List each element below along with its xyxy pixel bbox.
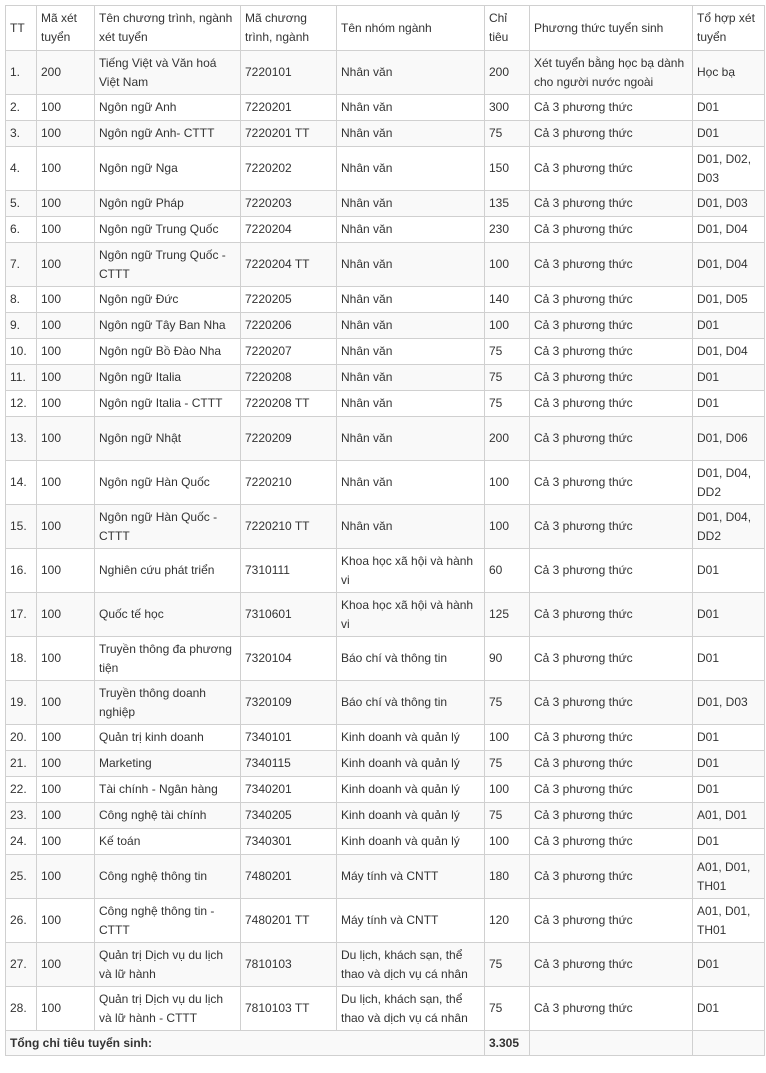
table-body — [6, 51, 765, 1031]
table-row — [6, 987, 765, 1031]
header-phuong-thuc: Phương thức tuyển sinh — [530, 6, 693, 51]
cell-ten-nhom-nganh: Kinh doanh và quản lý — [337, 829, 485, 855]
cell-ten-chuong-trinh: Tài chính - Ngân hàng — [95, 777, 241, 803]
cell-ma-xet-tuyen: 100 — [37, 191, 95, 217]
table-row — [6, 95, 765, 121]
header-row — [6, 6, 765, 51]
cell-ten-chuong-trinh: Nghiên cứu phát triển — [95, 549, 241, 593]
cell-ma-xet-tuyen: 100 — [37, 751, 95, 777]
cell-chi-tieu: 125 — [485, 593, 530, 637]
cell-phuong-thuc: Cả 3 phương thức — [530, 365, 693, 391]
cell-ma-chuong-trinh: 7320109 — [241, 681, 337, 725]
cell-chi-tieu: 300 — [485, 95, 530, 121]
cell-ma-chuong-trinh: 7310601 — [241, 593, 337, 637]
cell-ten-chuong-trinh: Quốc tế học — [95, 593, 241, 637]
cell-ten-chuong-trinh: Quản trị Dịch vụ du lịch và lữ hành — [95, 943, 241, 987]
table-row — [6, 681, 765, 725]
cell-chi-tieu: 120 — [485, 899, 530, 943]
cell-tt: 4. — [6, 147, 37, 191]
cell-ten-nhom-nganh: Kinh doanh và quản lý — [337, 725, 485, 751]
cell-ma-xet-tuyen: 100 — [37, 899, 95, 943]
cell-to-hop: D01 — [693, 95, 765, 121]
cell-ma-chuong-trinh: 7220206 — [241, 313, 337, 339]
cell-chi-tieu: 180 — [485, 855, 530, 899]
table-row — [6, 339, 765, 365]
cell-ten-chuong-trinh: Quản trị Dịch vụ du lịch và lữ hành - CTTT — [95, 987, 241, 1031]
cell-tt: 22. — [6, 777, 37, 803]
cell-phuong-thuc: Xét tuyển bằng học bạ dành cho người nước ngoài — [530, 51, 693, 95]
cell-ma-chuong-trinh: 7220203 — [241, 191, 337, 217]
table-row — [6, 943, 765, 987]
cell-ten-nhom-nganh: Nhân văn — [337, 217, 485, 243]
cell-ma-xet-tuyen: 100 — [37, 803, 95, 829]
cell-ma-xet-tuyen: 100 — [37, 391, 95, 417]
cell-ma-xet-tuyen: 100 — [37, 681, 95, 725]
cell-tt: 1. — [6, 51, 37, 95]
table-row — [6, 725, 765, 751]
cell-ma-xet-tuyen: 100 — [37, 313, 95, 339]
cell-tt: 23. — [6, 803, 37, 829]
cell-ma-chuong-trinh: 7220204 TT — [241, 243, 337, 287]
cell-ma-chuong-trinh: 7340115 — [241, 751, 337, 777]
cell-tt: 13. — [6, 417, 37, 461]
cell-to-hop: A01, D01, TH01 — [693, 899, 765, 943]
cell-phuong-thuc: Cả 3 phương thức — [530, 777, 693, 803]
cell-ma-chuong-trinh: 7340205 — [241, 803, 337, 829]
cell-ma-chuong-trinh: 7340301 — [241, 829, 337, 855]
cell-tt: 10. — [6, 339, 37, 365]
cell-phuong-thuc: Cả 3 phương thức — [530, 505, 693, 549]
cell-ten-chuong-trinh: Marketing — [95, 751, 241, 777]
cell-ten-nhom-nganh: Báo chí và thông tin — [337, 681, 485, 725]
cell-chi-tieu: 75 — [485, 681, 530, 725]
cell-to-hop: D01 — [693, 751, 765, 777]
cell-ma-chuong-trinh: 7220209 — [241, 417, 337, 461]
cell-ma-chuong-trinh: 7340201 — [241, 777, 337, 803]
cell-ma-xet-tuyen: 100 — [37, 593, 95, 637]
cell-to-hop: D01, D04 — [693, 243, 765, 287]
cell-ten-chuong-trinh: Ngôn ngữ Tây Ban Nha — [95, 313, 241, 339]
cell-ten-nhom-nganh: Máy tính và CNTT — [337, 855, 485, 899]
cell-ma-xet-tuyen: 200 — [37, 51, 95, 95]
cell-tt: 24. — [6, 829, 37, 855]
table-row — [6, 777, 765, 803]
cell-ma-xet-tuyen: 100 — [37, 829, 95, 855]
table-row — [6, 313, 765, 339]
cell-tt: 11. — [6, 365, 37, 391]
cell-tt: 20. — [6, 725, 37, 751]
header-ma-chuong-trinh: Mã chương trình, ngành — [241, 6, 337, 51]
cell-ma-xet-tuyen: 100 — [37, 987, 95, 1031]
cell-to-hop: D01 — [693, 777, 765, 803]
cell-ma-chuong-trinh: 7220202 — [241, 147, 337, 191]
cell-tt: 12. — [6, 391, 37, 417]
table-footer — [6, 1031, 765, 1056]
cell-chi-tieu: 60 — [485, 549, 530, 593]
cell-ma-xet-tuyen: 100 — [37, 147, 95, 191]
table-row — [6, 147, 765, 191]
admissions-table — [5, 5, 765, 1056]
cell-chi-tieu: 100 — [485, 777, 530, 803]
cell-phuong-thuc: Cả 3 phương thức — [530, 803, 693, 829]
cell-to-hop: D01 — [693, 121, 765, 147]
header-tt: TT — [6, 6, 37, 51]
cell-tt: 16. — [6, 549, 37, 593]
cell-ma-chuong-trinh: 7220207 — [241, 339, 337, 365]
cell-chi-tieu: 75 — [485, 943, 530, 987]
cell-ma-chuong-trinh: 7340101 — [241, 725, 337, 751]
cell-phuong-thuc: Cả 3 phương thức — [530, 681, 693, 725]
cell-phuong-thuc: Cả 3 phương thức — [530, 855, 693, 899]
cell-to-hop: D01, D04, DD2 — [693, 461, 765, 505]
cell-tt: 7. — [6, 243, 37, 287]
cell-ma-xet-tuyen: 100 — [37, 365, 95, 391]
table-row — [6, 287, 765, 313]
cell-ma-chuong-trinh: 7220201 — [241, 95, 337, 121]
cell-tt: 3. — [6, 121, 37, 147]
cell-ten-chuong-trinh: Ngôn ngữ Trung Quốc — [95, 217, 241, 243]
table-row — [6, 899, 765, 943]
header-ten-nhom-nganh: Tên nhóm ngành — [337, 6, 485, 51]
cell-tt: 6. — [6, 217, 37, 243]
cell-phuong-thuc: Cả 3 phương thức — [530, 391, 693, 417]
cell-phuong-thuc: Cả 3 phương thức — [530, 549, 693, 593]
cell-tt: 9. — [6, 313, 37, 339]
cell-chi-tieu: 100 — [485, 829, 530, 855]
cell-ma-xet-tuyen: 100 — [37, 461, 95, 505]
cell-to-hop: D01, D03 — [693, 681, 765, 725]
cell-to-hop: D01 — [693, 637, 765, 681]
cell-ma-chuong-trinh: 7480201 TT — [241, 899, 337, 943]
table-row — [6, 365, 765, 391]
cell-tt: 19. — [6, 681, 37, 725]
cell-phuong-thuc: Cả 3 phương thức — [530, 339, 693, 365]
total-row — [6, 1031, 765, 1056]
cell-chi-tieu: 75 — [485, 339, 530, 365]
cell-ma-xet-tuyen: 100 — [37, 287, 95, 313]
cell-ten-chuong-trinh: Tiếng Việt và Văn hoá Việt Nam — [95, 51, 241, 95]
cell-ma-xet-tuyen: 100 — [37, 417, 95, 461]
cell-ten-nhom-nganh: Nhân văn — [337, 313, 485, 339]
table-row — [6, 505, 765, 549]
cell-to-hop: D01 — [693, 593, 765, 637]
cell-ma-xet-tuyen: 100 — [37, 943, 95, 987]
cell-ten-chuong-trinh: Ngôn ngữ Đức — [95, 287, 241, 313]
cell-tt: 25. — [6, 855, 37, 899]
table-row — [6, 855, 765, 899]
cell-tt: 27. — [6, 943, 37, 987]
cell-phuong-thuc: Cả 3 phương thức — [530, 829, 693, 855]
cell-ma-chuong-trinh: 7810103 TT — [241, 987, 337, 1031]
table-row — [6, 191, 765, 217]
cell-ma-xet-tuyen: 100 — [37, 95, 95, 121]
cell-phuong-thuc: Cả 3 phương thức — [530, 313, 693, 339]
cell-ten-nhom-nganh: Máy tính và CNTT — [337, 899, 485, 943]
cell-ten-nhom-nganh: Kinh doanh và quản lý — [337, 777, 485, 803]
cell-ten-chuong-trinh: Kế toán — [95, 829, 241, 855]
cell-ten-chuong-trinh: Ngôn ngữ Italia - CTTT — [95, 391, 241, 417]
cell-ma-chuong-trinh: 7220101 — [241, 51, 337, 95]
cell-ma-xet-tuyen: 100 — [37, 855, 95, 899]
cell-phuong-thuc: Cả 3 phương thức — [530, 95, 693, 121]
cell-to-hop: D01, D02, D03 — [693, 147, 765, 191]
cell-ten-chuong-trinh: Ngôn ngữ Italia — [95, 365, 241, 391]
cell-ten-chuong-trinh: Ngôn ngữ Nhật — [95, 417, 241, 461]
cell-ten-nhom-nganh: Báo chí và thông tin — [337, 637, 485, 681]
cell-tt: 21. — [6, 751, 37, 777]
cell-chi-tieu: 75 — [485, 751, 530, 777]
header-ma-xet-tuyen: Mã xét tuyển — [37, 6, 95, 51]
cell-chi-tieu: 100 — [485, 725, 530, 751]
cell-phuong-thuc: Cả 3 phương thức — [530, 417, 693, 461]
cell-chi-tieu: 100 — [485, 505, 530, 549]
cell-ten-chuong-trinh: Ngôn ngữ Hàn Quốc — [95, 461, 241, 505]
cell-chi-tieu: 140 — [485, 287, 530, 313]
cell-tt: 2. — [6, 95, 37, 121]
cell-phuong-thuc: Cả 3 phương thức — [530, 121, 693, 147]
cell-tt: 18. — [6, 637, 37, 681]
cell-ten-nhom-nganh: Nhân văn — [337, 51, 485, 95]
cell-ma-chuong-trinh: 7220210 — [241, 461, 337, 505]
cell-ten-nhom-nganh: Nhân văn — [337, 365, 485, 391]
cell-ten-nhom-nganh: Nhân văn — [337, 461, 485, 505]
cell-to-hop: D01, D04, DD2 — [693, 505, 765, 549]
cell-ten-chuong-trinh: Truyền thông doanh nghiệp — [95, 681, 241, 725]
total-empty-2 — [693, 1031, 765, 1056]
cell-chi-tieu: 75 — [485, 391, 530, 417]
cell-chi-tieu: 90 — [485, 637, 530, 681]
total-value: 3.305 — [485, 1031, 530, 1056]
cell-ten-nhom-nganh: Nhân văn — [337, 191, 485, 217]
cell-ten-chuong-trinh: Ngôn ngữ Bồ Đào Nha — [95, 339, 241, 365]
header-ten-chuong-trinh: Tên chương trình, ngành xét tuyển — [95, 6, 241, 51]
cell-ma-xet-tuyen: 100 — [37, 549, 95, 593]
cell-ten-chuong-trinh: Công nghệ tài chính — [95, 803, 241, 829]
cell-phuong-thuc: Cả 3 phương thức — [530, 751, 693, 777]
cell-to-hop: D01 — [693, 549, 765, 593]
cell-phuong-thuc: Cả 3 phương thức — [530, 191, 693, 217]
cell-ma-xet-tuyen: 100 — [37, 339, 95, 365]
cell-to-hop: D01 — [693, 943, 765, 987]
cell-ten-chuong-trinh: Ngôn ngữ Pháp — [95, 191, 241, 217]
cell-ma-xet-tuyen: 100 — [37, 725, 95, 751]
cell-ma-chuong-trinh: 7220205 — [241, 287, 337, 313]
cell-to-hop: A01, D01, TH01 — [693, 855, 765, 899]
cell-ten-chuong-trinh: Truyền thông đa phương tiện — [95, 637, 241, 681]
table-row — [6, 593, 765, 637]
cell-chi-tieu: 75 — [485, 121, 530, 147]
table-row — [6, 243, 765, 287]
total-label: Tổng chỉ tiêu tuyển sinh: — [6, 1031, 485, 1056]
cell-tt: 15. — [6, 505, 37, 549]
cell-chi-tieu: 100 — [485, 461, 530, 505]
cell-ma-xet-tuyen: 100 — [37, 243, 95, 287]
cell-ten-nhom-nganh: Du lịch, khách sạn, thể thao và dịch vụ cá nhân — [337, 987, 485, 1031]
cell-tt: 8. — [6, 287, 37, 313]
cell-to-hop: D01 — [693, 391, 765, 417]
cell-tt: 14. — [6, 461, 37, 505]
cell-chi-tieu: 75 — [485, 987, 530, 1031]
cell-ten-chuong-trinh: Ngôn ngữ Trung Quốc - CTTT — [95, 243, 241, 287]
table-row — [6, 461, 765, 505]
cell-ten-chuong-trinh: Công nghệ thông tin - CTTT — [95, 899, 241, 943]
cell-ma-xet-tuyen: 100 — [37, 505, 95, 549]
cell-ten-chuong-trinh: Ngôn ngữ Hàn Quốc - CTTT — [95, 505, 241, 549]
cell-ten-nhom-nganh: Khoa học xã hội và hành vi — [337, 549, 485, 593]
cell-ma-chuong-trinh: 7220208 TT — [241, 391, 337, 417]
cell-ma-chuong-trinh: 7320104 — [241, 637, 337, 681]
cell-ten-nhom-nganh: Nhân văn — [337, 121, 485, 147]
cell-phuong-thuc: Cả 3 phương thức — [530, 243, 693, 287]
cell-to-hop: D01 — [693, 313, 765, 339]
cell-phuong-thuc: Cả 3 phương thức — [530, 725, 693, 751]
table-row — [6, 51, 765, 95]
table-row — [6, 803, 765, 829]
cell-ten-chuong-trinh: Công nghệ thông tin — [95, 855, 241, 899]
cell-to-hop: D01, D04 — [693, 217, 765, 243]
cell-ten-nhom-nganh: Kinh doanh và quản lý — [337, 803, 485, 829]
table-row — [6, 751, 765, 777]
table-row — [6, 121, 765, 147]
cell-ten-nhom-nganh: Khoa học xã hội và hành vi — [337, 593, 485, 637]
cell-chi-tieu: 150 — [485, 147, 530, 191]
cell-phuong-thuc: Cả 3 phương thức — [530, 899, 693, 943]
cell-ten-nhom-nganh: Nhân văn — [337, 417, 485, 461]
table-row — [6, 417, 765, 461]
cell-ten-chuong-trinh: Ngôn ngữ Nga — [95, 147, 241, 191]
cell-ma-chuong-trinh: 7220208 — [241, 365, 337, 391]
cell-phuong-thuc: Cả 3 phương thức — [530, 593, 693, 637]
cell-ten-chuong-trinh: Ngôn ngữ Anh- CTTT — [95, 121, 241, 147]
cell-phuong-thuc: Cả 3 phương thức — [530, 637, 693, 681]
cell-to-hop: Học bạ — [693, 51, 765, 95]
cell-chi-tieu: 200 — [485, 417, 530, 461]
cell-to-hop: D01 — [693, 829, 765, 855]
cell-ten-nhom-nganh: Nhân văn — [337, 339, 485, 365]
cell-tt: 5. — [6, 191, 37, 217]
cell-ma-chuong-trinh: 7480201 — [241, 855, 337, 899]
cell-to-hop: D01 — [693, 987, 765, 1031]
cell-phuong-thuc: Cả 3 phương thức — [530, 943, 693, 987]
cell-tt: 17. — [6, 593, 37, 637]
cell-ten-nhom-nganh: Du lịch, khách sạn, thể thao và dịch vụ cá nhân — [337, 943, 485, 987]
cell-chi-tieu: 100 — [485, 243, 530, 287]
cell-chi-tieu: 200 — [485, 51, 530, 95]
cell-chi-tieu: 135 — [485, 191, 530, 217]
total-empty-1 — [530, 1031, 693, 1056]
cell-ma-chuong-trinh: 7310111 — [241, 549, 337, 593]
cell-ma-chuong-trinh: 7220201 TT — [241, 121, 337, 147]
table-header — [6, 6, 765, 51]
cell-to-hop: D01, D03 — [693, 191, 765, 217]
cell-tt: 26. — [6, 899, 37, 943]
cell-to-hop: A01, D01 — [693, 803, 765, 829]
cell-chi-tieu: 75 — [485, 365, 530, 391]
cell-ten-chuong-trinh: Quản trị kinh doanh — [95, 725, 241, 751]
table-row — [6, 829, 765, 855]
cell-phuong-thuc: Cả 3 phương thức — [530, 217, 693, 243]
cell-ma-xet-tuyen: 100 — [37, 777, 95, 803]
cell-ten-nhom-nganh: Kinh doanh và quản lý — [337, 751, 485, 777]
cell-phuong-thuc: Cả 3 phương thức — [530, 287, 693, 313]
cell-to-hop: D01 — [693, 725, 765, 751]
cell-tt: 28. — [6, 987, 37, 1031]
cell-ten-nhom-nganh: Nhân văn — [337, 391, 485, 417]
cell-to-hop: D01, D06 — [693, 417, 765, 461]
header-to-hop: Tổ hợp xét tuyển — [693, 6, 765, 51]
cell-ma-xet-tuyen: 100 — [37, 121, 95, 147]
cell-ten-nhom-nganh: Nhân văn — [337, 243, 485, 287]
cell-to-hop: D01 — [693, 365, 765, 391]
cell-chi-tieu: 100 — [485, 313, 530, 339]
cell-ten-chuong-trinh: Ngôn ngữ Anh — [95, 95, 241, 121]
cell-to-hop: D01, D04 — [693, 339, 765, 365]
cell-ten-nhom-nganh: Nhân văn — [337, 147, 485, 191]
cell-phuong-thuc: Cả 3 phương thức — [530, 147, 693, 191]
table-row — [6, 549, 765, 593]
cell-to-hop: D01, D05 — [693, 287, 765, 313]
table-row — [6, 217, 765, 243]
table-row — [6, 391, 765, 417]
cell-ma-chuong-trinh: 7810103 — [241, 943, 337, 987]
table-row — [6, 637, 765, 681]
cell-ma-chuong-trinh: 7220204 — [241, 217, 337, 243]
cell-ma-xet-tuyen: 100 — [37, 637, 95, 681]
cell-phuong-thuc: Cả 3 phương thức — [530, 987, 693, 1031]
cell-chi-tieu: 230 — [485, 217, 530, 243]
cell-ma-xet-tuyen: 100 — [37, 217, 95, 243]
cell-ten-nhom-nganh: Nhân văn — [337, 95, 485, 121]
header-chi-tieu: Chỉ tiêu — [485, 6, 530, 51]
cell-ten-nhom-nganh: Nhân văn — [337, 287, 485, 313]
cell-ten-nhom-nganh: Nhân văn — [337, 505, 485, 549]
cell-chi-tieu: 75 — [485, 803, 530, 829]
cell-phuong-thuc: Cả 3 phương thức — [530, 461, 693, 505]
cell-ma-chuong-trinh: 7220210 TT — [241, 505, 337, 549]
